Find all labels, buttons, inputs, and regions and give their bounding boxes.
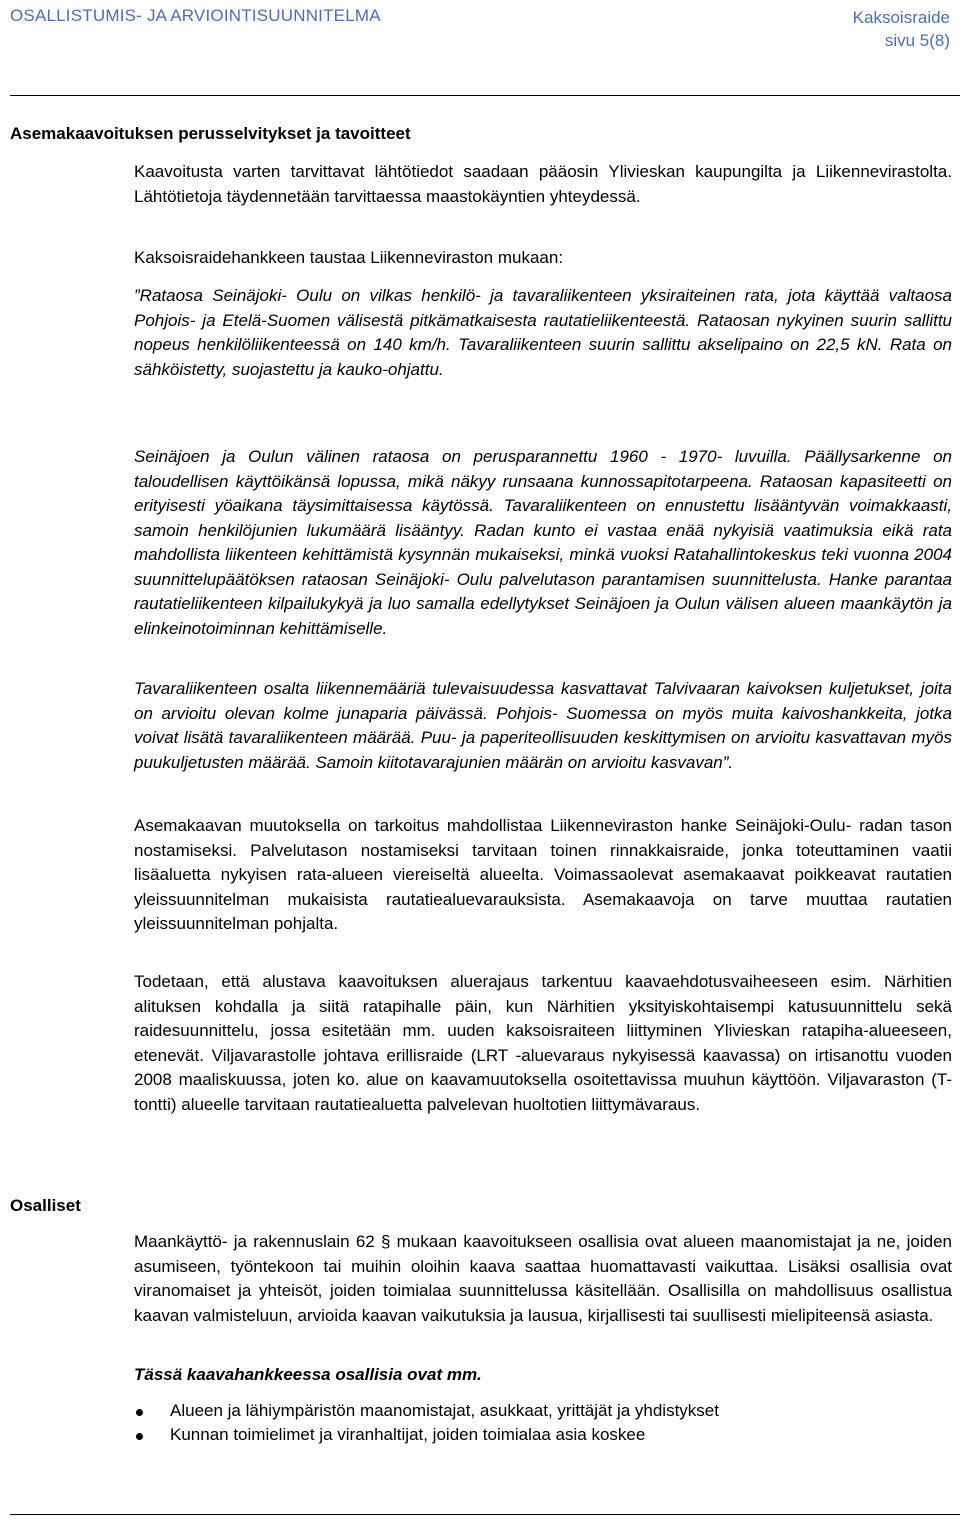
zoning-purpose-text: Asemakaavan muutoksella on tarkoitus mahdollistaa Liikenneviraston hanke Seinäjoki-Oulu- radan tason nostamiseksi. Palvelutason nostamiseksi tarvitaan toinen rinnakkaisraide, jonka toteuttaminen vaatii lisäaluetta nykyisen rata-alueen viereiseltä alueelta. Voimassaolevat asemakaavat poikkeavat rautatien yleissuunnitelman mukaisista rautatiealuevarauksista. Asemakaavoja on tarve muuttaa rautatien yleissuunnitelman pohjalta. [134,816,952,933]
area-boundary-paragraph [134,970,952,1117]
participants-paragraph [134,1230,952,1328]
project-name: Kaksoisraide [852,8,950,27]
participants-list [134,1399,952,1447]
quote-text-1: ”Rataosa Seinäjoki- Oulu on vilkas henkilö- ja tavaraliikenteen yksiraiteinen rata, jota käyttää valtaosa Pohjois- ja Etelä-Suomen välisestä pitkämatkaisesta rautatieliikenteestä. Rataosan nykyinen suurin sallittu nopeus henkilöliikenteessä on 140 km/h. Tavaraliikenteen suurin sallittu akselipaino on 22,5 kN. Rata on sähköistetty, suojastettu ja kauko-ohjattu. [134,286,952,379]
section-heading-background: Asemakaavoituksen perusselvitykset ja tavoitteet [10,124,411,143]
area-boundary-text: Todetaan, että alustava kaavoituksen aluerajaus tarkentuu kaavaehdotusvaiheeseen esim. Närhitien alituksen kohdalla ja siitä ratapihalle päin, kun Närhitien yksityiskohtaisempi katusuunnittelu sekä raidesuunnittelu, jossa esitetään mm. uuden kaksoisraiteen liittyminen Ylivieskan ratapiha-alueeseen, etenevät. Viljavarastolle johtava erillisraide (LRT -aluevaraus nykyisessä kaavassa) on irtisanottu vuoden 2008 maaliskuussa, joten ko. alue on kaavamuutoksella osoitettavissa muuhun käyttöön. Viljavaraston (T- tontti) alueelle tarvitaan rautatiealuetta palvelevan huoltotien liittymävaraus. [134,972,952,1114]
zoning-purpose-paragraph [134,814,952,937]
quote-text-2: Seinäjoen ja Oulun välinen rataosa on perusparannettu 1960 - 1970- luvuilla. Päällysarkenne on taloudellisen käyttöikänsä lopussa, mikä näkyy runsaana kunnossapitotarpeena. Rataosan kapasiteetti on erityisesti yöaikana täysimittaisessa käytössä. Tavaraliikenteen on ennustettu lisääntyvän voimakkaasti, samoin henkilöjunien lukumäärä lisääntyy. Radan kunto ei vastaa enää nykyisiä vaatimuksia eikä rata mahdollista liikenteen kehittämistä kysynnän mukaiseksi, minkä vuoksi Ratahallintokeskus teki vuonna 2004 suunnittelupäätöksen rataosan Seinäjoki- Oulu palvelutason parantamisen suunnittelusta. Hanke parantaa rautatieliikenteen kilpailukykyä ja luo samalla edellytykset Seinäjoen ja Oulun välisen alueen maankäytön ja elinkeinotoiminnan kehittämiselle. [134,447,952,638]
participants-text: Maankäyttö- ja rakennuslain 62 § mukaan kaavoitukseen osallisia ovat alueen maanomistajat ja ne, joiden asumiseen, työntekoon tai muihin oloihin kaava saattaa huomattavasti vaikuttaa. Lisäksi osallisia ovat viranomaiset ja yhteisöt, joiden toimialaa suunnittelussa käsitellään. Osallisilla on mahdollisuus osallistua kaavan valmisteluun, arvioida kaavan vaikutuksia ja lausua, kirjallisesti tai suullisesti mielipiteensä asiasta. [134,1232,952,1325]
quote-paragraph-2 [134,445,952,641]
section-heading-participants: Osalliset [10,1196,81,1215]
document-title: OSALLISTUMIS- JA ARVIOINTISUUNNITELMA [10,6,381,25]
header-right [853,6,950,52]
bullet-icon [136,1409,143,1416]
participants-lead [134,1363,952,1388]
list-item: Kunnan toimielimet ja viranhaltijat, joiden toimialaa asia koskee [134,1423,952,1447]
bullet-icon [136,1433,143,1440]
quote-text-3: Tavaraliikenteen osalta liikennemääriä tulevaisuudessa kasvattavat Talvivaaran kaivoksen kuljetukset, joita on arvioitu olevan kolme junaparia päivässä. Pohjois- Suomessa on myös muita kaivoshankkeita, jotka voivat lisätä tavaraliikenteen määrää. Puu- ja paperiteollisuuden keskittymisen on arvioitu kasvattavan myös puukuljetusten määrää. Samoin kiitotavarajunien määrän on arvioitu kasvavan”. [134,679,952,772]
project-background-lead [134,246,952,271]
header-divider [10,95,960,96]
page-header [0,0,960,96]
page-number: sivu 5(8) [884,31,950,50]
participants-lead-text: Tässä kaavahankkeessa osallisia ovat mm. [134,1365,482,1384]
footer-divider [10,1514,960,1515]
project-background-text: Kaksoisraidehankkeen taustaa Liikenneviraston mukaan: [134,248,564,267]
quote-paragraph-3 [134,677,952,775]
quote-paragraph-1 [134,284,952,382]
intro-paragraph [134,160,952,209]
list-item: Alueen ja lähiympäristön maanomistajat, asukkaat, yrittäjät ja yhdistykset [134,1399,952,1423]
intro-text: Kaavoitusta varten tarvittavat lähtötiedot saadaan pääosin Ylivieskan kaupungilta ja Liikennevirastolta. Lähtötietoja täydennetään tarvittaessa maastokäyntien yhteydessä. [134,162,952,206]
